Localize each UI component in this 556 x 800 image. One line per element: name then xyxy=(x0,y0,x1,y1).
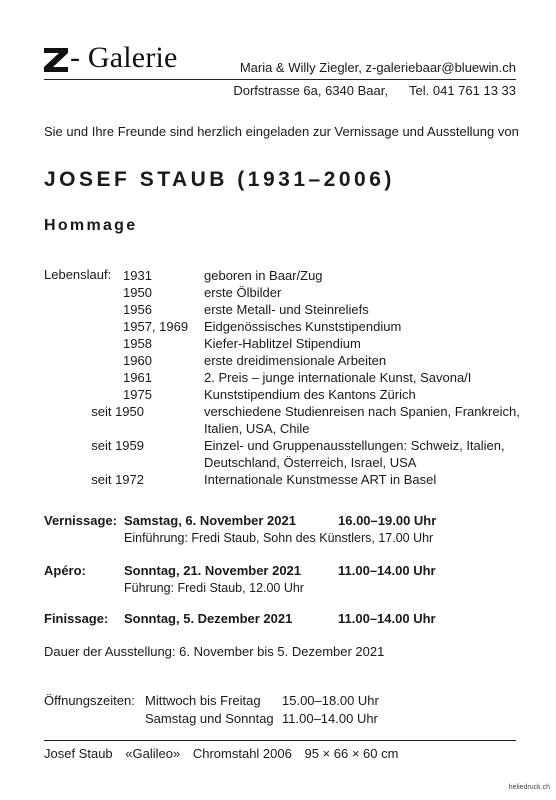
caption-title: «Galileo» xyxy=(125,746,181,761)
cv-description: Einzel- und Gruppenausstellungen: Schweiz, Italien, Deutschland, Österreich, Israel, USA xyxy=(204,438,505,470)
cv-year: 1960 xyxy=(123,353,152,368)
cv-description: erste Ölbilder xyxy=(204,285,282,300)
street-address: Dorfstrasse 6a, 6340 Baar, xyxy=(233,83,388,98)
cv-description: 2. Preis – junge internationale Kunst, Savona/I xyxy=(204,370,472,385)
cv-year: 1961 xyxy=(123,370,152,385)
contact-line: Maria & Willy Ziegler, z-galeriebaar@bluewin.ch xyxy=(239,60,516,75)
cv-description: geboren in Baar/Zug xyxy=(204,268,323,283)
cv-description: Kiefer-Hablitzel Stipendium xyxy=(204,336,361,351)
opening-hours-days: Mittwoch bis Freitag xyxy=(145,693,261,708)
cv-year: 1950 xyxy=(123,285,152,300)
vernissage-time: 16.00–19.00 Uhr xyxy=(338,513,437,528)
caption-artist: Josef Staub xyxy=(44,746,113,761)
header-divider xyxy=(44,79,516,80)
apero-date: Sonntag, 21. November 2021 xyxy=(124,563,302,578)
printer-credit: heliedruck.ch xyxy=(508,784,550,791)
cv-description: Eidgenössisches Kunststipendium xyxy=(204,319,402,334)
apero-note: Führung: Fredi Staub, 12.00 Uhr xyxy=(124,581,304,595)
gallery-name: - Galerie xyxy=(70,41,178,74)
cv-description: erste dreidimensionale Arbeiten xyxy=(204,353,387,368)
cv-year: 1931 xyxy=(123,268,152,283)
address-line xyxy=(233,83,516,98)
phone-number: Tel. 041 761 13 33 xyxy=(409,83,516,98)
caption-material: Chromstahl 2006 xyxy=(192,746,292,761)
vernissage-date: Samstag, 6. November 2021 xyxy=(124,513,296,528)
vernissage-label: Vernissage: xyxy=(44,513,117,528)
cv-description: Kunststipendium des Kantons Zürich xyxy=(204,387,416,402)
finissage-date: Sonntag, 5. Dezember 2021 xyxy=(124,611,293,626)
cv-year: seit 1950 xyxy=(91,404,144,419)
cv-year: seit 1959 xyxy=(91,438,144,453)
cv-description: Internationale Kunstmesse ART in Basel xyxy=(204,472,437,487)
cv-heading: Lebenslauf: xyxy=(44,267,112,282)
opening-hours-label: Öffnungszeiten: xyxy=(44,693,135,708)
cv-year: 1975 xyxy=(123,387,152,402)
finissage-label: Finissage: xyxy=(44,611,109,626)
exhibition-duration: Dauer der Ausstellung: 6. November bis 5. Dezember 2021 xyxy=(44,644,385,659)
apero-time: 11.00–14.00 Uhr xyxy=(338,563,436,578)
finissage-time: 11.00–14.00 Uhr xyxy=(338,611,436,626)
cv-description: erste Metall- und Steinreliefs xyxy=(204,302,369,317)
cv-year: 1956 xyxy=(123,302,152,317)
opening-hours-days: Samstag und Sonntag xyxy=(145,711,274,726)
z-logo-icon xyxy=(44,48,68,72)
cv-year: 1958 xyxy=(123,336,152,351)
artist-title: JOSEF STAUB (1931–2006) xyxy=(44,168,395,191)
cv-year: 1957, 1969 xyxy=(123,319,189,334)
exhibition-subtitle: Hommage xyxy=(44,217,138,234)
cv-year: seit 1972 xyxy=(91,472,144,487)
footer-divider xyxy=(44,740,516,741)
vernissage-note: Einführung: Fredi Staub, Sohn des Künstlers, 17.00 Uhr xyxy=(124,531,434,545)
artwork-caption xyxy=(44,746,407,761)
opening-hours-time: 15.00–18.00 Uhr xyxy=(282,693,379,708)
cv-description: verschiedene Studienreisen nach Spanien, Frankreich, Italien, USA, Chile xyxy=(204,404,520,436)
apero-label: Apéro: xyxy=(44,563,86,578)
caption-dimensions: 95 × 66 × 60 cm xyxy=(304,746,399,761)
opening-hours-time: 11.00–14.00 Uhr xyxy=(282,711,378,726)
invitation-text: Sie und Ihre Freunde sind herzlich eingeladen zur Vernissage und Ausstellung von xyxy=(44,124,519,139)
